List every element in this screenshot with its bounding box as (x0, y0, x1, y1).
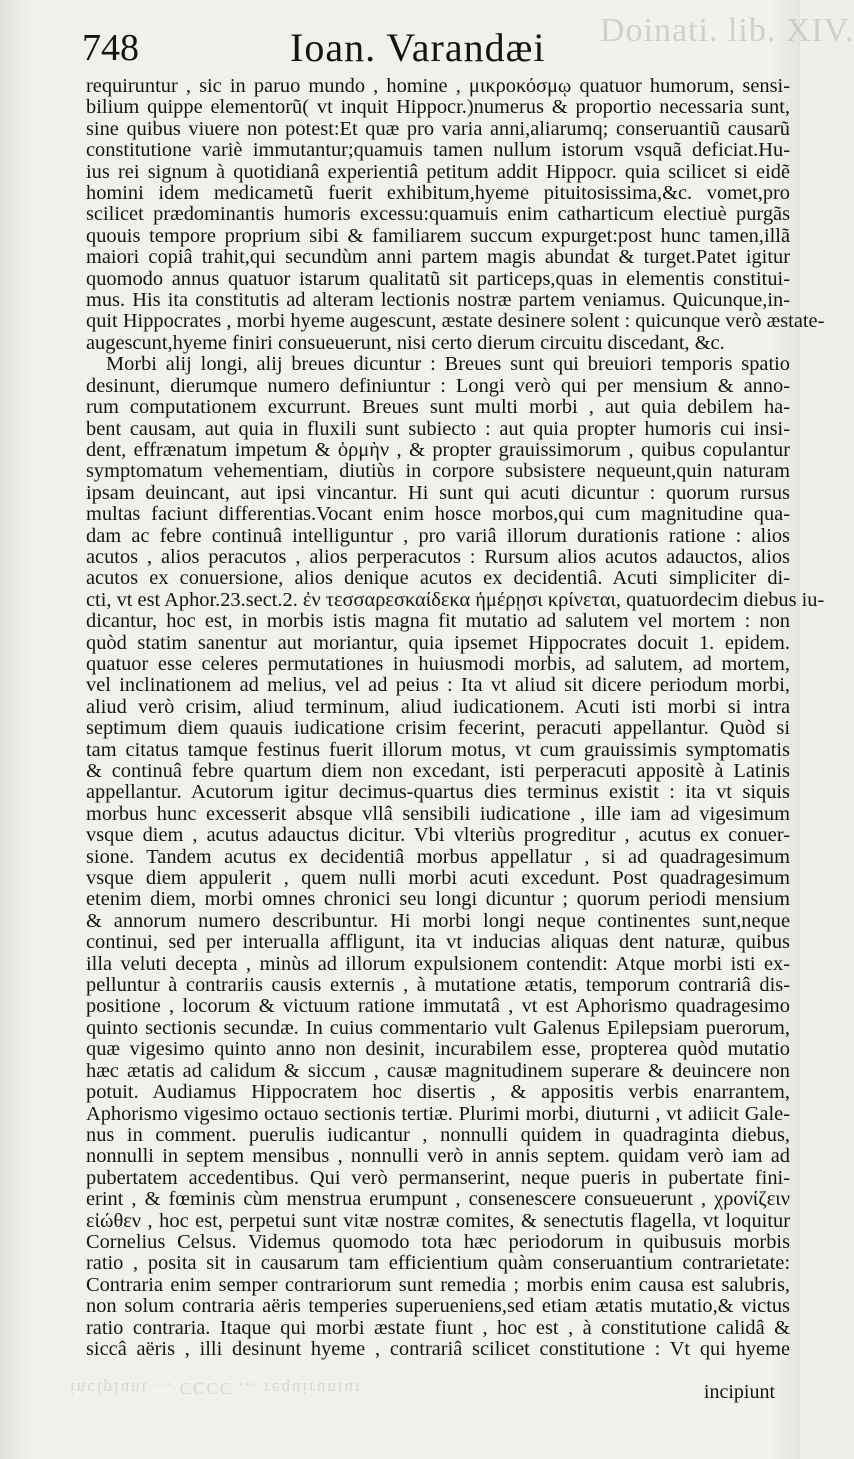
text-line: acutos ex conuersione, alios denique acutos ex decidentiâ. Acuti simpliciter di- (86, 567, 790, 590)
text-line: ratio , posita sit in causarum tam efficientium quàm conseruantium contrarietate: (86, 1252, 790, 1275)
text-line: dam ac febre continuâ intelliguntur , pro variâ illorum durationis ratione : alios (86, 524, 790, 547)
text-line: multas faciunt differentias.Vocant enim hosce morbos,qui cum magnitudine qua- (86, 503, 790, 526)
text-line: continui, sed per interualla affligunt, ita vt inducias aliquas dent naturæ, quibus (86, 931, 790, 954)
text-line: pelluntur à contrariis causis externis , à mutatione ætatis, temporum contrariâ dis- (86, 974, 790, 997)
text-line: septimum diem quauis iudicatione crisim fecerint, peracuti appellantur. Quòd si (86, 717, 790, 740)
text-line: sine quibus viuere non potest:Et quæ pro varia anni,aliarumq; conseruantiũ causarũ (86, 117, 790, 140)
text-line: positione , locorum & victuum ratione immutatâ , vt est Aphorismo quadragesimo (86, 995, 790, 1018)
text-line: mus. His ita constitutis ad alteram lectionis nostræ partem veniamus. Quicunque,in- (86, 289, 790, 312)
text-line: appellantur. Acutorum igitur decimus-quartus dies terminus existit : ita vt siquis (86, 781, 790, 804)
text-line: acutos , alios peracutos , alios perperacutos : Rursum alios acutos adauctos, alios (86, 545, 790, 568)
text-line: bent causam, aut quia in fluxili sunt subiecto : aut quia propter humoris cui insi- (86, 417, 790, 440)
text-line: requiruntur , sic in paruo mundo , homine , μικροκόσμῳ quatuor humorum, sensi- (86, 75, 790, 97)
text-line: vsque diem appulerit , quem nulli morbi acuti excedunt. Post quadragesimum (86, 867, 790, 890)
text-line: nonnulli in septem mensibus , nonnulli verò in annis septem. quidam verò iam ad (86, 1145, 790, 1168)
text-line: quinto sectionis secundæ. In cuius commentario vult Galenus Epilepsiam puerorum, (86, 1016, 790, 1039)
text-line: Aphorismo vigesimo octauo sectionis tertiæ. Plurimi morbi, diuturni , vt adiicit Gale- (86, 1102, 790, 1125)
text-line: & continuâ febre quartum diem non excedant, isti perperacuti appositè à Latinis (86, 760, 790, 782)
text-line: ius rei signum à quotidianâ experientiâ petitum addit Hippocr. quia scilicet si eidẽ (86, 160, 790, 183)
text-line: aliud verò crisim, aliud terminum, aliud iudicationem. Acuti isti morbi si intra (86, 695, 790, 718)
text-line: etenim diem, morbi omnes chronici seu longi dicuntur ; quorum periodi mensium (86, 888, 790, 911)
text-line: nus in comment. puerulis iudicantur , nonnulli quidem in quadraginta diebus, (86, 1123, 790, 1146)
text-line: erint , & fœminis cùm menstrua erumpunt , consenescere consueuerunt , χρονίζειν (86, 1188, 790, 1211)
text-line: εἰώθεν , hoc est, perpetui sunt vitæ nostræ comites, & senectutis flagella, vt loquitur (86, 1209, 790, 1232)
text-line: cti, vt est Aphor.23.sect.2. ἐν τεσσαρεσκαίδεκα ἡμέρῃσι κρίνεται, quatuordecim diebus iu- (86, 588, 825, 611)
text-line: quòd statim sanentur aut moriantur, quia ipsemet Hippocrates docuit 1. epidem. (86, 631, 790, 654)
text-line: dicantur, hoc est, in morbis istis magna fit mutatio ad salutem vel mortem : non (86, 610, 790, 633)
text-line: symptomatum vehementiam, diutiùs in corpore subsistere nequeunt,quin naturam (86, 460, 790, 483)
text-line: quit Hippocrates , morbi hyeme augescunt, æstate desinere solent : quicunque verò æstate- (86, 310, 825, 333)
bleed-through-bottom: incipiunt ... CCCC ... requiruntur (70, 1379, 363, 1398)
bleed-through-top: Doinati. lib. XIV. (600, 12, 854, 49)
text-line: quæ vigesimo quinto anno non desinit, incurabilem esse, propterea quòd mutatio (86, 1038, 790, 1061)
text-line: vel inclinationem ad melius, vel ad peius : Ita vt aliud sit dicere periodum morbi, (86, 674, 790, 697)
text-line: quomodo annus quatuor istarum qualitatũ sit particeps,quas in elementis constitui- (86, 267, 790, 290)
text-line: illa veluti decepta , minùs ad illorum expulsionem contendit: Atque morbi isti ex- (86, 952, 790, 975)
page-number: 748 (82, 27, 139, 69)
catchword: incipiunt (703, 1381, 775, 1403)
text-line: sione. Tandem acutus ex decidentiâ morbus appellatur , si ad quadragesimum (86, 845, 790, 868)
text-line: potuit. Audiamus Hippocratem hoc disertis , & appositis verbis enarrantem, (86, 1081, 790, 1104)
text-line: constitutione variè immutantur;quamuis tamen nullum istorum vsquã deficiat.Hu- (86, 139, 790, 162)
page-header (82, 24, 782, 74)
text-line: scilicet prædominantis humoris excessu:quamuis enim catharticum electiuè purgãs (86, 203, 790, 226)
text-line: tam citatus tamque festinus fuerit illorum motus, vt cum grauissimis symptomatis (86, 738, 790, 761)
text-line: homini idem medicametũ fuerit exhibitum,hyeme pituitosissima,&c. vomet,pro (86, 182, 790, 205)
text-line: maiori copiâ trahit,qui secundùm anni partem magis abundat & turget.Patet igitur (86, 246, 790, 269)
text-line: quatuor esse celeres permutationes in huiusmodi morbis, ad salutem, ad mortem, (86, 652, 790, 675)
text-line: Morbi alij longi, alij breues dicuntur : Breues sunt qui breuiori temporis spatio (106, 353, 790, 376)
text-line: desinunt, dierumque numero definiuntur : Longi verò qui per mensium & anno- (86, 374, 790, 397)
running-title: Ioan. Varandæi (290, 25, 546, 70)
text-line: & annorum numero describuntur. Hi morbi longi neque continentes sunt,neque (86, 909, 790, 932)
text-line: pubertatem accedentibus. Qui verò permanserint, neque pueris in pubertate fini- (86, 1166, 790, 1189)
text-line: ratio contraria. Itaque qui morbi æstate fiunt , hoc est , à constitutione calidâ & (86, 1316, 790, 1339)
text-line: morbus hunc excesserit absque vllâ sensibili iudicatione , ille iam ad vigesimum (86, 802, 790, 825)
page-body-text (86, 75, 825, 1360)
text-line: hæc ætatis ad calidum & siccum , causæ magnitudinem superare & deuincere non (86, 1059, 790, 1082)
text-line: augescunt,hyeme finiri consueuerunt, nisi certo dierum circuitu discedant, &c. (86, 331, 725, 354)
text-line: vsque diem , acutus adauctus dicitur. Vbi vlteriùs progreditur , acutus ex conuer- (86, 824, 790, 847)
text-line: quouis tempore proprium sibi & familiarem succum expurget:post hunc tamen,illã (86, 224, 790, 247)
text-line: non solum contraria aëris temperies superueniens,sed etiam ætatis mutatio,& victus (86, 1295, 790, 1318)
text-line: bilium quippe elementorũ( vt inquit Hippocr.)numerus & proportio necessaria sunt, (86, 96, 790, 119)
text-line: siccâ aëris , illi desinunt hyeme , contrariâ scilicet constitutione : Vt qui hyeme (86, 1337, 790, 1360)
text-line: rum computationem excurrunt. Breues sunt multi morbi , aut quia debilem ha- (86, 396, 790, 419)
text-line: Contraria enim semper contrariorum sunt remedia ; morbis enim causa est salubris, (86, 1273, 790, 1296)
text-line: dent, effrænatum impetum & ὁρμὴν , & propter grauissimorum , quibus copulantur (86, 438, 790, 461)
text-line: ipsam deuincant, aut ipsi vincantur. Hi sunt qui acuti dicuntur : quorum rursus (86, 481, 790, 504)
text-line: Cornelius Celsus. Videmus quomodo tota hæc periodorum in quibusuis morbis (86, 1230, 790, 1253)
